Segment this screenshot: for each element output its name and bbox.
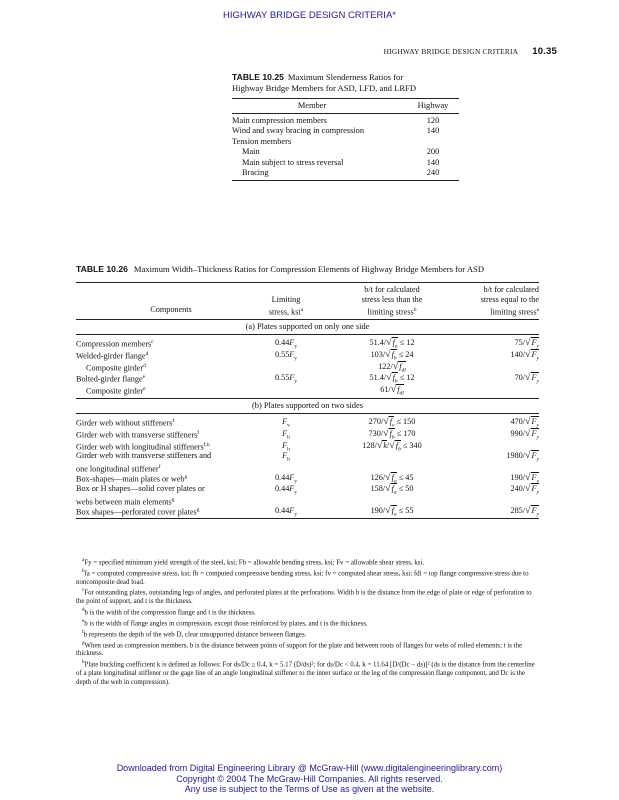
running-head xyxy=(384,46,557,57)
subscript: b xyxy=(287,434,290,441)
sqrt-sign: √ xyxy=(376,439,383,451)
subscript: y xyxy=(536,511,539,518)
sqrt-sign: √ xyxy=(525,450,531,462)
radicand: $f_a$ xyxy=(391,506,397,518)
footnote-ref: f,h xyxy=(203,441,210,448)
sqrt-sign: √ xyxy=(390,384,397,396)
symbol: F xyxy=(289,473,295,483)
symbol: F xyxy=(282,428,288,438)
symbol: F xyxy=(289,484,295,494)
components-cell: Compression members$^c$ xyxy=(76,339,154,349)
section-a-heading: (a) Plates supported on only one side xyxy=(245,322,370,331)
equal-cell: $1980/√F_y$ xyxy=(506,450,539,464)
components-cell: Composite girder$^e$ xyxy=(86,386,146,396)
radicand: $F_y$ xyxy=(531,349,539,362)
components-line2: webs between main elements xyxy=(76,497,172,507)
footnote-marker: e xyxy=(82,618,85,624)
table-row xyxy=(232,168,459,178)
value-cell: 120 xyxy=(426,116,440,125)
radical xyxy=(377,441,387,450)
col-equal-to: b/t for calculated stress equal to the limiting stress$^a$ xyxy=(480,285,539,317)
subscript: dl xyxy=(401,367,406,374)
radicand: $F_y$ xyxy=(531,338,539,350)
footnote-text: b is the width of the compression flange and t is the thickness. xyxy=(84,609,256,617)
table-10-25 xyxy=(232,72,459,181)
less-than-cell: $128/√k/√f_b \le 340$ xyxy=(362,439,422,453)
sqrt-sign: √ xyxy=(525,505,531,517)
limiting-cell: $0.44F_y$ xyxy=(274,338,298,350)
less-than-cell: $103/√f_b \le 24$ xyxy=(370,348,414,362)
footnote-ref: d xyxy=(145,350,149,357)
equal-cell: $240/√F_y$ xyxy=(510,483,539,496)
table-row xyxy=(76,361,539,373)
radicand: $F_y$ xyxy=(531,416,539,429)
sqrt-sign: √ xyxy=(383,415,389,427)
radical xyxy=(385,483,397,496)
col-limiting-line1: Limiting xyxy=(271,295,301,304)
limiting-cell: $0.44F_y$ xyxy=(274,484,298,496)
radicand: $f_{dl}$ xyxy=(397,385,404,397)
table-row xyxy=(232,116,459,126)
footnote-ref: e xyxy=(142,374,146,381)
components-cell: Girder web with transverse stiffeners$^f$ xyxy=(76,429,200,440)
limiting-cell: $0.44F_y$ xyxy=(274,506,298,518)
col-eq-line2: stress equal to the xyxy=(480,295,539,304)
subscript: b xyxy=(398,446,401,453)
col-eq-line1: b/t for calculated xyxy=(483,285,539,294)
value-cell xyxy=(407,137,459,147)
subscript: y xyxy=(536,489,539,496)
components-cell: Girder web with transverse stiffeners and one longitudinal stiffener$^f$ xyxy=(76,451,212,474)
footnote-text: When used as compression members, b is the distance between points of support for the plate and between roots of flanges for webs of rolled elements; t is the thickness. xyxy=(76,641,523,658)
subscript: a xyxy=(393,511,397,518)
footnote xyxy=(76,659,539,687)
subscript: y xyxy=(294,479,298,486)
radicand: $f_b$ xyxy=(395,440,401,453)
limiting-cell: $0.55F_y$ xyxy=(274,349,298,362)
radical xyxy=(525,505,539,518)
footnote-marker: f xyxy=(82,629,84,635)
equal-cell: $285/√F_y$ xyxy=(510,505,539,518)
subscript: b xyxy=(393,355,397,362)
subscript: v xyxy=(392,422,395,429)
less-than-cell: $190/√f_a \le 55$ xyxy=(370,505,414,518)
sqrt-sign: √ xyxy=(385,483,391,495)
symbol: F xyxy=(282,451,288,461)
radical xyxy=(386,337,398,350)
footnote-marker: h xyxy=(82,660,85,666)
table-row xyxy=(76,428,539,440)
less-than-cell: $158/√f_a \le 50$ xyxy=(370,483,414,496)
subscript: y xyxy=(294,511,298,518)
col-less-than: b/t for calculated stress less than the limiting stress$^b$ xyxy=(361,285,423,317)
table-row xyxy=(232,147,459,157)
footnote-marker: d xyxy=(82,607,85,613)
table-10-26 xyxy=(76,264,539,519)
subscript: y xyxy=(536,355,539,362)
limiting-cell xyxy=(254,451,318,465)
table-10-26-header xyxy=(76,283,539,319)
footnote-ref: f xyxy=(197,429,200,436)
footnote-marker: g xyxy=(82,640,85,646)
radicand: $F_y$ xyxy=(531,484,539,496)
col-limiting-stress: Limiting stress, ksi$^a$ xyxy=(268,295,304,317)
sqrt-sign: √ xyxy=(525,348,531,360)
components-cell: Welded-girder flange$^d$ xyxy=(76,350,149,361)
components-cell: Box or H shapes—solid cover plates or webs between main elements$^g$ xyxy=(76,484,205,507)
symbol: F xyxy=(282,416,288,426)
table-10-26-caption xyxy=(76,264,539,274)
components-cell: Girder web with longitudinal stiffeners$^{f,h}$ xyxy=(76,441,210,452)
subscript: y xyxy=(294,355,298,362)
less-than-cell: $61/√f_{dl}$ xyxy=(380,384,404,397)
member-cell: Main compression members xyxy=(232,116,327,125)
sqrt-sign: √ xyxy=(525,427,531,439)
sqrt-sign: √ xyxy=(525,483,531,495)
less-than-cell: $51.4/√f_b \le 12$ xyxy=(369,372,415,386)
footnote-ref: g xyxy=(184,474,188,481)
table-row xyxy=(76,505,539,517)
footnote xyxy=(76,557,539,568)
subscript: dl xyxy=(399,390,404,397)
footnote xyxy=(76,587,539,606)
equal-cell: $190/√F_y$ xyxy=(510,472,539,486)
table-row xyxy=(76,451,539,472)
member-cell: Bracing xyxy=(242,168,269,178)
components-line2: one longitudinal stiffener xyxy=(76,464,159,474)
subscript: y xyxy=(536,422,539,429)
subscript: y xyxy=(536,479,539,486)
footnote-text: Fy = specified minimum yield strength of the steel, ksi; Fb = allowable bending stress, ksi; Fv = allowable shear stress, ksi. xyxy=(84,559,425,567)
radicand: $f_b$ xyxy=(391,349,397,362)
radicand: $F_y$ xyxy=(531,451,539,464)
footnote xyxy=(76,629,539,640)
table-10-25-caption-line1: Maximum Slenderness Ratios for xyxy=(287,72,404,82)
footnote-ref: f xyxy=(172,417,175,424)
footer-line1[interactable]: Downloaded from Digital Engineering Library @ McGraw-Hill (www.digitalengineeringlibrary.com) xyxy=(116,763,503,773)
radical xyxy=(525,450,539,464)
subscript: y xyxy=(536,457,539,464)
footnote-marker: c xyxy=(82,588,85,594)
table-rule xyxy=(232,180,459,181)
subscript: b xyxy=(391,434,395,441)
components-cell: Box shapes—perforated cover plates$^g$ xyxy=(76,507,200,517)
footnote xyxy=(76,618,539,629)
sqrt-sign: √ xyxy=(386,337,392,348)
table-10-26-label: TABLE 10.26 xyxy=(76,264,128,274)
footer-line3[interactable]: Any use is subject to the Terms of Use as given at the website. xyxy=(184,784,435,794)
symbol: F xyxy=(282,440,288,450)
limiting-cell: $0.44F_y$ xyxy=(274,473,298,486)
symbol: F xyxy=(289,373,295,383)
footnote-ref: d xyxy=(143,362,146,369)
components-cell: Box-shapes—main plates or web$^g$ xyxy=(76,474,188,485)
radical xyxy=(525,427,539,441)
table-10-25-caption xyxy=(232,72,459,93)
sqrt-sign: √ xyxy=(525,337,531,348)
col-components: Components xyxy=(150,305,192,314)
footnote-text: Plate buckling coefficient k is defined as follows: For ds/Dc ≥ 0.4, k = 5.17 (D/ds)²; for ds/Dc < 0.4, k = 11.64 [D/(Dc − ds)]² (ds is the distance from the centerline of a plate longitudinal stiffener or the gage line of an angle longitudinal stiffener to the inner surface or the leg of the compression flange component, and Dc is the depth of the web in compression). xyxy=(76,661,535,686)
table-row xyxy=(76,440,539,452)
radicand: $f_a$ xyxy=(391,473,397,486)
components-cell: Bolted-girder flange$^e$ xyxy=(76,374,146,385)
table-10-26-caption-text: Maximum Width–Thickness Ratios for Compression Elements of Highway Bridge Members for ASD xyxy=(133,264,485,274)
subscript: b xyxy=(287,457,290,464)
table-row xyxy=(76,416,539,428)
subscript: a xyxy=(393,489,397,496)
table-row xyxy=(76,472,539,484)
footnote-marker: a xyxy=(82,558,85,563)
less-than-cell: $126/√f_a \le 45$ xyxy=(370,472,414,486)
subscript: y xyxy=(536,343,539,350)
sqrt-sign: √ xyxy=(525,472,531,484)
member-cell: Main xyxy=(242,147,260,157)
equal-cell: $70/√F_y$ xyxy=(514,372,539,386)
radical xyxy=(525,472,539,486)
radicand: $f_v$ xyxy=(389,416,395,429)
less-than-cell: $730/√f_b \le 170$ xyxy=(368,427,416,441)
subscript: y xyxy=(536,379,539,386)
subscript: a xyxy=(394,343,398,350)
symbol: F xyxy=(289,338,295,347)
radicand: $f_a$ xyxy=(392,338,398,350)
col-limiting-line2: stress, ksi xyxy=(268,307,301,317)
footnote-text: b is the width of flange angles in compression, except those reinforced by plates, and t is the thickness. xyxy=(84,620,368,628)
member-cell: Tension members xyxy=(232,136,292,146)
radical xyxy=(525,483,539,496)
radical xyxy=(385,505,397,518)
footnote xyxy=(76,568,539,587)
footer-line2: Copyright © 2004 The McGraw-Hill Companies. All rights reserved. xyxy=(176,773,443,784)
radical xyxy=(525,415,539,429)
sqrt-sign: √ xyxy=(525,415,531,427)
table-row xyxy=(232,137,459,147)
table-row xyxy=(232,158,459,168)
table-row xyxy=(232,126,459,136)
value-cell: 240 xyxy=(426,168,440,178)
col-less-line3: limiting stress xyxy=(367,307,414,317)
footnote-text: For outstanding plates, outstanding legs of angles, and perforated plates at the perforations. Width b is the distance from the edge of plate or edge of perforation to the point of support, and t is the thickness. xyxy=(76,589,532,606)
col-highway: Highway xyxy=(417,101,449,110)
equal-cell: $75/√F_y$ xyxy=(514,337,539,350)
footnote-ref: g xyxy=(171,496,175,503)
page-number: 10.35 xyxy=(532,46,557,57)
subscript: a xyxy=(393,479,397,486)
member-cell: Wind and sway bracing in compression xyxy=(232,126,365,136)
footnote xyxy=(76,607,539,618)
section-a-rows xyxy=(76,335,539,398)
value-cell: 140 xyxy=(426,126,440,136)
value-cell: 140 xyxy=(426,157,440,167)
table-row xyxy=(76,384,539,396)
components-cell: Girder web without stiffeners$^f$ xyxy=(76,417,175,428)
sqrt-sign: √ xyxy=(383,427,389,439)
components-cell: Composite girder$^d$ xyxy=(86,362,146,373)
sqrt-sign: √ xyxy=(525,372,531,384)
footnote-ref: f xyxy=(158,463,161,470)
footnote-text: b represents the depth of the web D, clear unsupported distance between flanges. xyxy=(83,630,307,638)
radicand: $f_b$ xyxy=(392,373,398,386)
equal-cell: $990/√F_y$ xyxy=(510,427,539,441)
table-10-25-rows xyxy=(232,114,459,180)
sqrt-sign: √ xyxy=(385,505,391,517)
subscript: y xyxy=(536,434,539,441)
section-b-heading: (b) Plates supported on two sides xyxy=(252,400,363,410)
radicand: $F_y$ xyxy=(531,428,539,441)
sqrt-sign: √ xyxy=(392,360,399,372)
radical xyxy=(525,348,539,362)
table-row xyxy=(76,349,539,361)
col-less-line2: stress less than the xyxy=(361,295,423,304)
col-eq-line3: limiting stress xyxy=(490,307,537,317)
section-b-rows xyxy=(76,414,539,518)
radicand: $f_{dl}$ xyxy=(399,361,406,374)
radical xyxy=(385,472,397,486)
col-member: Member xyxy=(297,101,327,110)
less-than-cell: $122/√f_{dl}$ xyxy=(378,360,406,374)
radical xyxy=(383,427,395,441)
limiting-cell: $0.55F_y$ xyxy=(274,373,298,386)
footnote-ref: c xyxy=(151,339,154,345)
table-row xyxy=(76,372,539,384)
table-row xyxy=(76,337,539,349)
radical xyxy=(386,372,398,386)
subscript: y xyxy=(294,379,298,386)
table-10-25-header xyxy=(232,99,459,113)
table-10-25-caption-line2: Highway Bridge Members for ASD, LFD, and LRFD xyxy=(232,82,417,93)
equal-cell: $470/√F_y$ xyxy=(510,415,539,429)
radicand: $f_a$ xyxy=(391,484,397,496)
footnotes xyxy=(76,557,539,687)
table-10-25-label: TABLE 10.25 xyxy=(232,72,284,82)
radical xyxy=(389,439,401,453)
radical xyxy=(385,348,397,362)
subscript: b xyxy=(394,379,398,386)
value-cell: 200 xyxy=(426,147,440,157)
sqrt-sign: √ xyxy=(385,472,391,484)
footnote-text: fa = computed compressive stress, ksi; fb = computed compressive bending stress, ksi; fv = computed shear stress, ksi; fdl = top flange compressive stress due to noncomposite dead load. xyxy=(76,570,529,586)
subscript: b xyxy=(287,446,290,453)
less-than-cell: $51.4/√f_a \le 12$ xyxy=(369,337,415,350)
footnote-ref: g xyxy=(196,507,200,514)
symbol: F xyxy=(289,506,295,516)
footnote xyxy=(76,640,539,659)
radicand: $f_b$ xyxy=(389,428,395,441)
radicand: $F_y$ xyxy=(531,506,539,518)
subscript: y xyxy=(294,343,298,350)
footnote-ref: e xyxy=(143,386,146,393)
radicand: $F_y$ xyxy=(531,373,539,386)
sqrt-sign: √ xyxy=(389,439,395,451)
table-row xyxy=(76,484,539,505)
footer xyxy=(0,763,619,795)
less-than-cell: $270/√f_v \le 150$ xyxy=(368,415,416,429)
sqrt-sign: √ xyxy=(385,348,391,360)
symbol: F xyxy=(289,349,295,359)
member-cell: Main subject to stress reversal xyxy=(242,157,344,167)
sqrt-sign: √ xyxy=(386,372,392,384)
equal-cell: $140/√F_y$ xyxy=(510,348,539,362)
download-banner: HIGHWAY BRIDGE DESIGN CRITERIA* xyxy=(223,10,396,21)
radicand: $F_y$ xyxy=(531,473,539,486)
running-head-title: HIGHWAY BRIDGE DESIGN CRITERIA xyxy=(383,47,519,56)
footnote-marker: b xyxy=(82,568,85,574)
col-less-line1: b/t for calculated xyxy=(364,285,420,294)
subscript: y xyxy=(294,489,298,496)
subscript: v xyxy=(287,422,290,429)
radicand: k xyxy=(383,440,387,450)
radical xyxy=(383,415,395,429)
